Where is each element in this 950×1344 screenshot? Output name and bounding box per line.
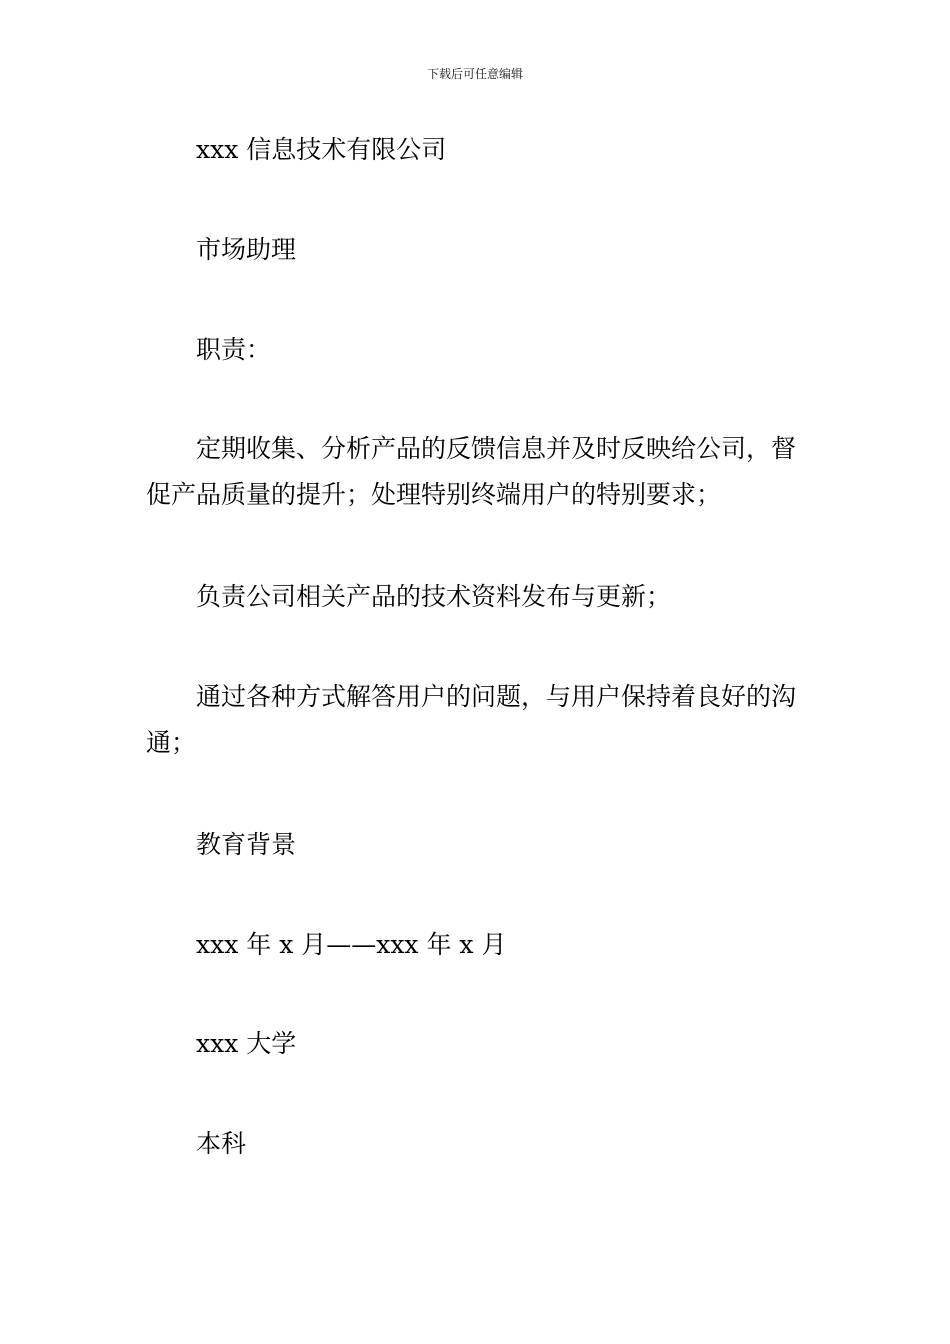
duty-item: 通过各种方式解答用户的问题，与用户保持着良好的沟通； [146, 682, 797, 757]
duty-item: 负责公司相关产品的技术资料发布与更新； [196, 582, 672, 611]
page-header: 下载后可任意编辑 [426, 67, 523, 81]
duty-item: 定期收集、分析产品的反馈信息并及时反映给公司，督促产品质量的提升；处理特别终端用户的特别要求； [146, 434, 797, 509]
company-name: xxx 信息技术有限公司 [196, 135, 447, 164]
duties-heading: 职责： [196, 335, 272, 364]
job-title: 市场助理 [196, 235, 297, 264]
education-period: xxx 年 x 月——xxx 年 x 月 [196, 930, 507, 959]
education-school: xxx 大学 [196, 1029, 297, 1058]
education-heading: 教育背景 [196, 830, 297, 859]
education-degree: 本科 [196, 1129, 247, 1158]
